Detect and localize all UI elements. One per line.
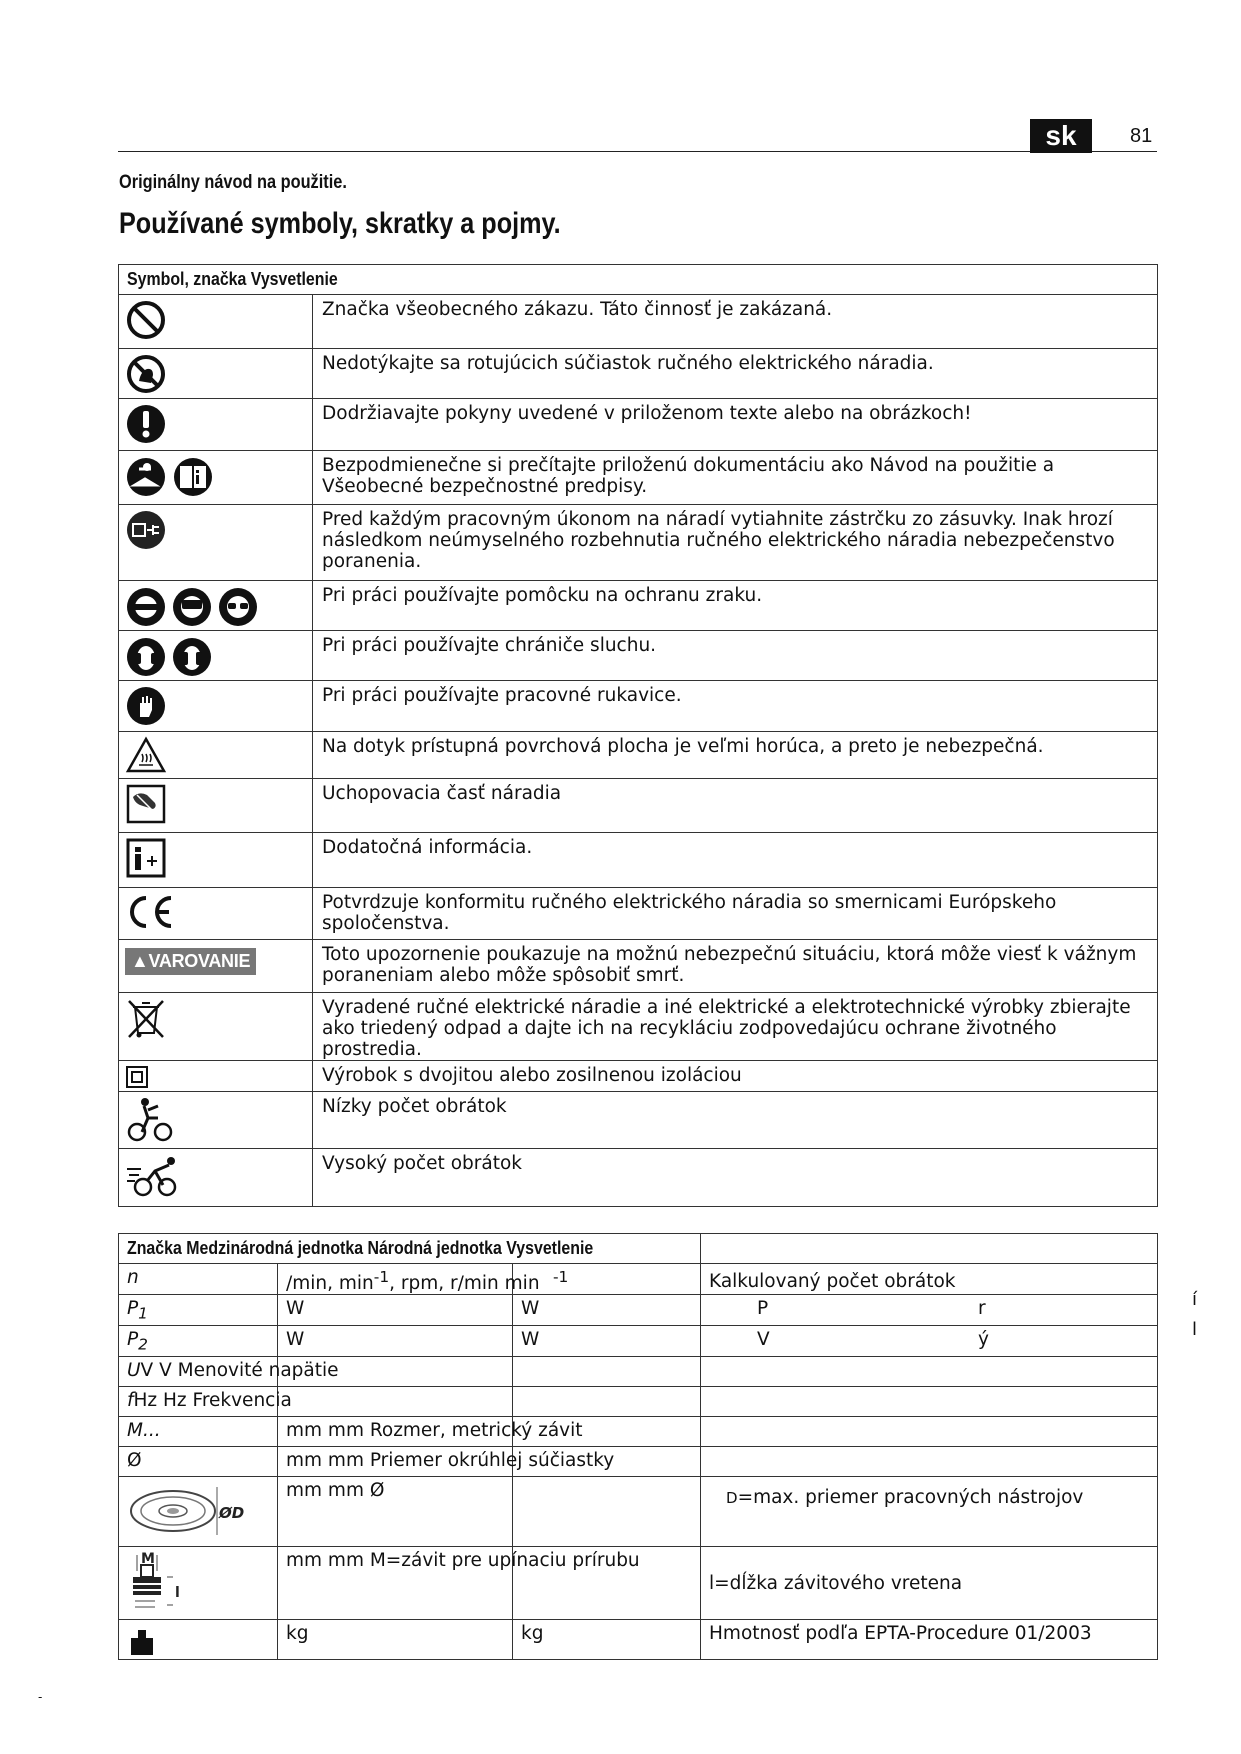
unit-symbol: $P_1$ bbox=[119, 1295, 278, 1326]
svg-text:l: l bbox=[175, 1584, 180, 1601]
symbol-description: Pri práci používajte chrániče sluchu. bbox=[313, 631, 1158, 681]
svg-text:ØD: ØD bbox=[219, 1503, 245, 1522]
unit-international: W bbox=[278, 1325, 513, 1356]
read-manual-icon bbox=[125, 455, 312, 499]
unit-international: mm mm Priemer okrúhlej súčiastky bbox=[278, 1446, 513, 1476]
unit-international: kg bbox=[278, 1619, 513, 1659]
unit-explanation: Hmotnosť podľa EPTA-Procedure 01/2003 bbox=[701, 1619, 1158, 1659]
symbol-description: Na dotyk prístupná povrchová plocha je veľmi horúca, a preto je nebezpečná. bbox=[313, 732, 1158, 779]
overflow-char: í bbox=[1192, 1289, 1198, 1310]
table-row bbox=[119, 888, 1158, 940]
unit-international: mm mm M=závit pre upínaciu prírubu bbox=[278, 1546, 513, 1619]
symbol-description: Toto upozornenie poukazuje na možnú nebezpečnú situáciu, ktorá môže viesť k vážnym poraneniam alebo môže spôsobiť smrť. bbox=[313, 940, 1158, 993]
grip-surface-icon bbox=[125, 783, 312, 825]
table-row bbox=[119, 1061, 1158, 1092]
unplug-icon bbox=[125, 509, 312, 551]
overflow-char: l bbox=[1192, 1319, 1198, 1340]
grinding-disc-diagram bbox=[119, 1476, 278, 1546]
symbol-description: Vyradené ručné elektrické náradie a iné elektrické a elektrotechnické výrobky zbierajte ako triedený odpad a dajte ich na recykláciu zodpovedajúcu ochrane životného prostredia. bbox=[313, 993, 1158, 1061]
table-row bbox=[119, 451, 1158, 505]
table-row bbox=[119, 779, 1158, 833]
table-row bbox=[119, 1446, 1158, 1476]
info-icon bbox=[125, 837, 312, 879]
table-row bbox=[119, 940, 1158, 993]
symbol-description: Značka všeobecného zákazu. Táto činnosť je zakázaná. bbox=[313, 295, 1158, 349]
table-row bbox=[119, 993, 1158, 1061]
symbol-description: Vysoký počet obrátok bbox=[313, 1149, 1158, 1207]
table-row bbox=[119, 399, 1158, 451]
table-row bbox=[119, 631, 1158, 681]
low-speed-cyclist-icon bbox=[125, 1096, 312, 1144]
unit-explanation: P r bbox=[701, 1295, 1158, 1326]
unit-international: mm mm Rozmer, metrický závit bbox=[278, 1416, 513, 1446]
units-header-text: Značka Medzinárodná jednotka Národná jednotka Vysvetlenie bbox=[127, 1237, 594, 1258]
symbol-description: Potvrdzuje konformitu ručného elektrického náradia so smernicami Európskeho spoločenstva. bbox=[313, 888, 1158, 940]
unit-explanation: V ý bbox=[701, 1325, 1158, 1356]
table-row bbox=[119, 1264, 1158, 1295]
symbol-description: Bezpodmienečne si prečítajte priloženú dokumentáciu ako Návod na použitie a Všeobecné bezpečnostné predpisy. bbox=[313, 451, 1158, 505]
footer-mark: - bbox=[38, 1690, 43, 1704]
weee-bin-icon bbox=[125, 997, 312, 1041]
unit-international: W bbox=[278, 1295, 513, 1326]
table-row bbox=[119, 1416, 1158, 1446]
unit-symbol: M... bbox=[119, 1416, 278, 1446]
do-not-touch-icon bbox=[125, 353, 312, 395]
document-subtitle: Originálny návod na použitie. bbox=[119, 172, 347, 193]
unit-symbol: UV V Menovité napätie bbox=[119, 1356, 278, 1386]
symbols-header-text: Symbol, značka Vysvetlenie bbox=[127, 268, 338, 289]
warning-badge-label: VAROVANIE bbox=[148, 951, 251, 971]
table-row bbox=[119, 1386, 1158, 1416]
warning-triangle-icon: ▲ bbox=[131, 951, 149, 971]
ear-protection-icon bbox=[125, 635, 312, 679]
warning-badge-icon bbox=[125, 948, 256, 975]
spindle-thread-icon bbox=[127, 1551, 275, 1613]
table-row bbox=[119, 1325, 1158, 1356]
eye-protection-icon bbox=[125, 585, 312, 629]
table-row bbox=[119, 581, 1158, 631]
table-row bbox=[119, 295, 1158, 349]
header-rule bbox=[118, 151, 1157, 152]
table-row bbox=[119, 1149, 1158, 1207]
symbol-description: Pred každým pracovným úkonom na náradí vytiahnite zástrčku zo zásuvky. Inak hrozí následkom neúmyselného rozbehnutia ručného elektrického náradia nebezpečenstvo poranenia. bbox=[313, 505, 1158, 581]
mandatory-exclamation-icon bbox=[125, 403, 312, 445]
grinding-disc-icon bbox=[127, 1481, 275, 1541]
unit-international: mm mm Ø bbox=[278, 1476, 513, 1546]
unit-national: -1 bbox=[513, 1264, 701, 1295]
weight-icon bbox=[129, 1628, 277, 1656]
symbol-description: Výrobok s dvojitou alebo zosilnenou izoláciou bbox=[313, 1061, 1158, 1092]
units-table bbox=[118, 1233, 1158, 1660]
language-badge: sk bbox=[1030, 119, 1092, 153]
symbol-description: Dodatočná informácia. bbox=[313, 833, 1158, 888]
symbols-table-header bbox=[119, 265, 1158, 295]
page-number: 81 bbox=[1130, 125, 1153, 147]
hot-surface-icon bbox=[125, 736, 312, 774]
page-title: Používané symboly, skratky a pojmy. bbox=[119, 207, 561, 240]
table-row bbox=[119, 1092, 1158, 1149]
table-row bbox=[119, 1356, 1158, 1386]
unit-national: W bbox=[513, 1295, 701, 1326]
unit-symbol: Ø bbox=[119, 1446, 278, 1476]
ce-mark-icon bbox=[125, 892, 312, 932]
table-row bbox=[119, 833, 1158, 888]
table-row bbox=[119, 1476, 1158, 1546]
table-row bbox=[119, 1619, 1158, 1659]
symbol-description: Pri práci používajte pracovné rukavice. bbox=[313, 681, 1158, 732]
prohibition-icon bbox=[125, 299, 312, 341]
unit-explanation: l=dĺžka závitového vretena bbox=[701, 1546, 1158, 1619]
table-row bbox=[119, 1295, 1158, 1326]
unit-symbol: n bbox=[119, 1264, 278, 1295]
high-speed-cyclist-icon bbox=[125, 1153, 312, 1201]
table-row bbox=[119, 681, 1158, 732]
unit-explanation: Kalkulovaný počet obrátok bbox=[701, 1264, 1158, 1295]
symbol-description: Nízky počet obrátok bbox=[313, 1092, 1158, 1149]
symbol-description: Uchopovacia časť náradia bbox=[313, 779, 1158, 833]
unit-national: kg bbox=[513, 1619, 701, 1659]
table-row bbox=[119, 349, 1158, 399]
symbol-description: Nedotýkajte sa rotujúcich súčiastok ručného elektrického náradia. bbox=[313, 349, 1158, 399]
svg-text:M: M bbox=[141, 1550, 155, 1567]
table-row bbox=[119, 505, 1158, 581]
double-insulation-icon bbox=[125, 1065, 312, 1089]
table-row bbox=[119, 732, 1158, 779]
unit-symbol: $P_2$ bbox=[119, 1325, 278, 1356]
unit-explanation: D=max. priemer pracovných nástrojov bbox=[701, 1476, 1158, 1546]
unit-international: /min, $\min^{-1}$, rpm, r/min min bbox=[278, 1264, 513, 1295]
table-row bbox=[119, 1546, 1158, 1619]
units-table-header bbox=[119, 1234, 1158, 1264]
gloves-icon bbox=[125, 685, 312, 727]
unit-national: W bbox=[513, 1325, 701, 1356]
symbols-table bbox=[118, 264, 1158, 1207]
unit-symbol: fHz Hz Frekvencia bbox=[119, 1386, 278, 1416]
symbol-description: Dodržiavajte pokyny uvedené v priloženom texte alebo na obrázkoch! bbox=[313, 399, 1158, 451]
spindle-diagram bbox=[119, 1546, 278, 1619]
symbol-description: Pri práci používajte pomôcku na ochranu zraku. bbox=[313, 581, 1158, 631]
